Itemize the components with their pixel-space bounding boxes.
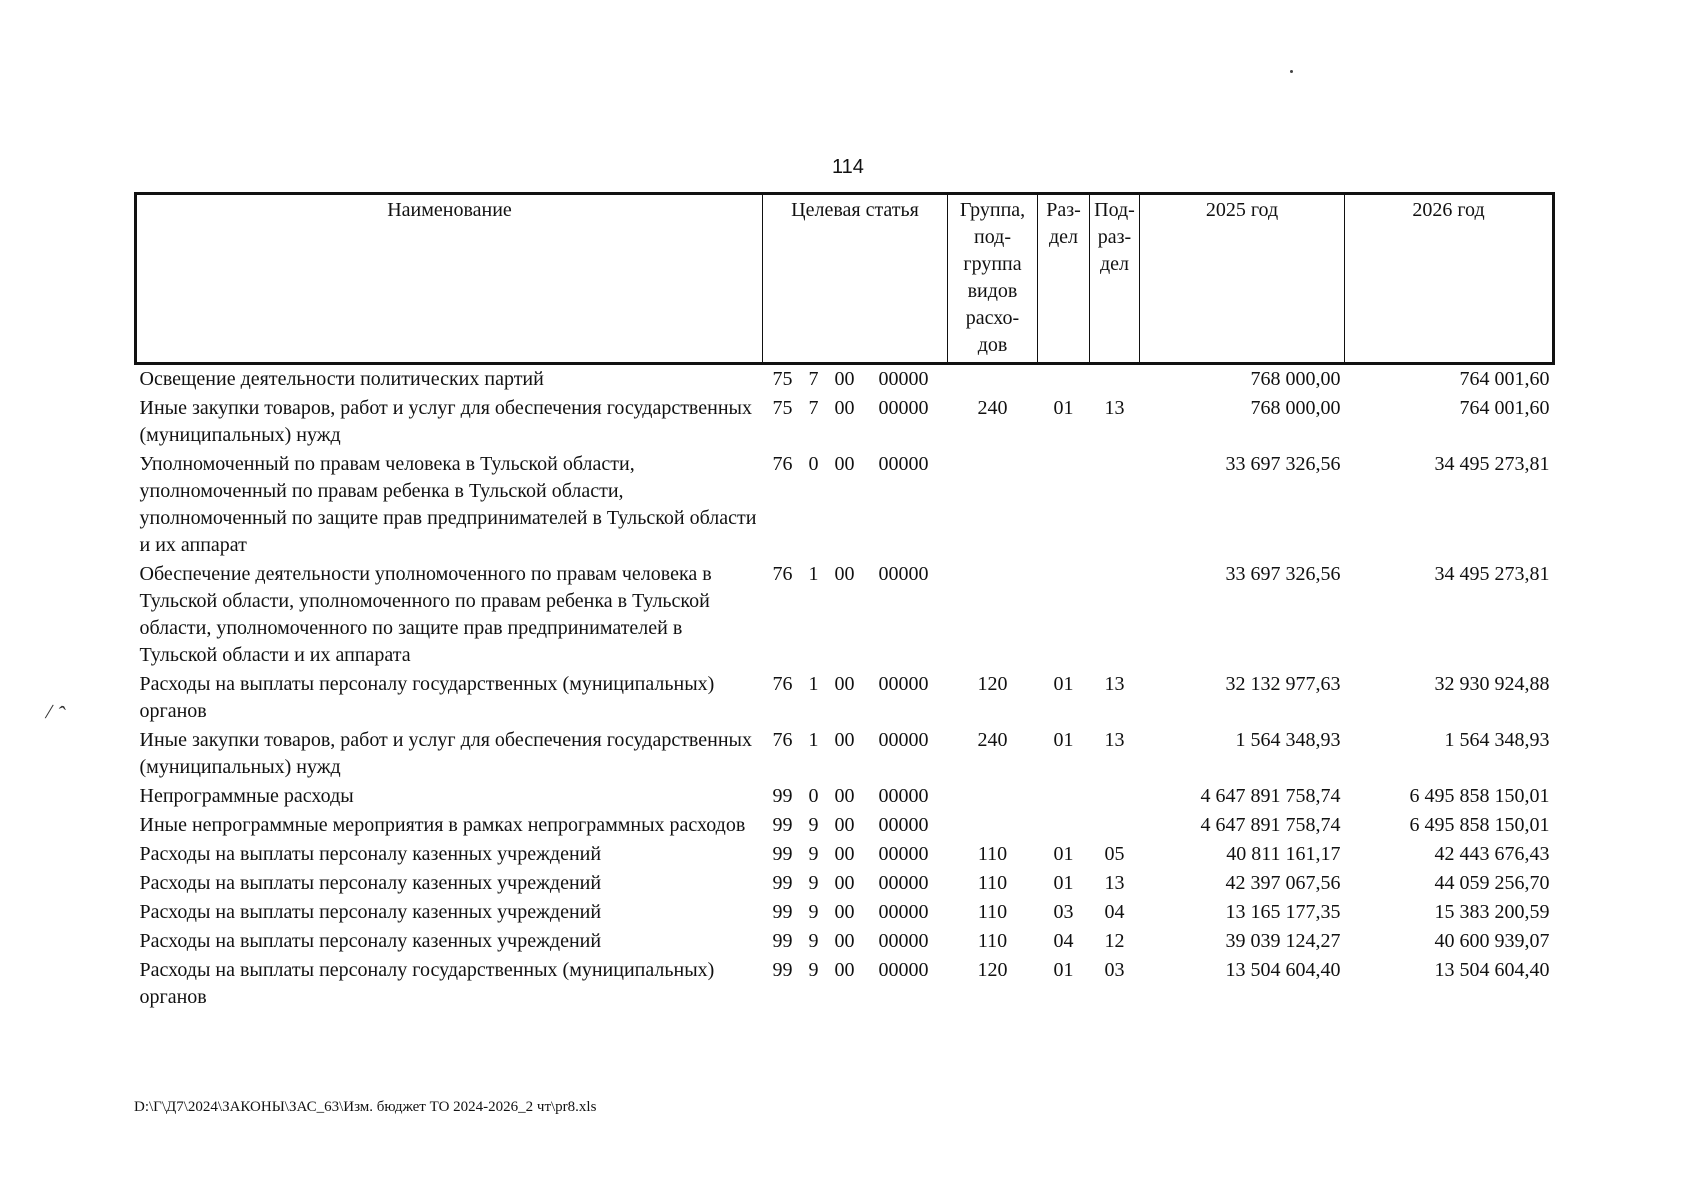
row-target-article <box>763 898 948 927</box>
row-amount-2026: 764 001,60 <box>1459 397 1550 419</box>
row-amount-2026: 15 383 200,59 <box>1434 901 1550 923</box>
row-amount-2026: 764 001,60 <box>1459 368 1550 390</box>
row-name: Освещение деятельности политических партий <box>139 368 544 390</box>
code-direction: 00000 <box>878 368 929 390</box>
code-subprogram: 9 <box>808 843 819 865</box>
row-amount-2026: 13 504 604,40 <box>1434 959 1550 981</box>
row-name: Расходы на выплаты персоналу казенных учреждений <box>139 872 602 894</box>
code-program: 76 <box>772 453 793 475</box>
row-subsection: 13 <box>1104 673 1125 695</box>
row-subsection: 13 <box>1104 729 1125 751</box>
code-direction: 00000 <box>878 959 929 981</box>
table-row <box>136 394 1554 450</box>
row-amount-2025: 13 165 177,35 <box>1225 901 1341 923</box>
row-target-article <box>763 869 948 898</box>
row-amount-2026: 42 443 676,43 <box>1434 843 1550 865</box>
table-row <box>136 450 1554 560</box>
header-section-line: Раз- <box>1046 199 1081 221</box>
row-amount-2025: 33 697 326,56 <box>1225 563 1341 585</box>
row-group <box>948 782 1038 811</box>
table-row <box>136 670 1554 726</box>
row-amount-2026: 6 495 858 150,01 <box>1409 785 1550 807</box>
code-program: 99 <box>772 843 793 865</box>
row-name: Уполномоченный по правам человека в Тульской области, уполномоченный по правам ребенка в Тульской области, уполномоченный по защите прав предпринимателей в Тульской области и их аппарат <box>139 453 757 556</box>
code-subprogram: 7 <box>808 397 819 419</box>
row-section <box>1038 560 1090 670</box>
code-program: 99 <box>772 785 793 807</box>
table-row <box>136 782 1554 811</box>
code-direction: 00000 <box>878 563 929 585</box>
table-row <box>136 869 1554 898</box>
code-program: 75 <box>772 368 793 390</box>
row-name: Непрограммные расходы <box>139 785 354 807</box>
row-group <box>948 450 1038 560</box>
code-direction: 00000 <box>878 843 929 865</box>
row-section: 01 <box>1053 673 1074 695</box>
code-main-event: 00 <box>834 673 855 695</box>
code-main-event: 00 <box>834 930 855 952</box>
row-amount-2025: 33 697 326,56 <box>1225 453 1341 475</box>
code-subprogram: 0 <box>808 453 819 475</box>
row-subsection: 13 <box>1104 397 1125 419</box>
row-target-article <box>763 394 948 450</box>
row-target-article <box>763 840 948 869</box>
row-target-article <box>763 364 948 395</box>
row-subsection <box>1090 811 1140 840</box>
header-group-line: группа <box>963 253 1022 275</box>
margin-handwritten-mark: / ˆ <box>43 698 68 727</box>
row-target-article <box>763 726 948 782</box>
row-name: Расходы на выплаты персоналу казенных учреждений <box>139 901 602 923</box>
code-subprogram: 1 <box>808 563 819 585</box>
row-group: 110 <box>977 901 1008 923</box>
header-subsection-line: Под- <box>1094 199 1135 221</box>
row-subsection: 04 <box>1104 901 1125 923</box>
row-name: Расходы на выплаты персоналу казенных учреждений <box>139 930 602 952</box>
row-amount-2025: 768 000,00 <box>1250 368 1341 390</box>
header-subsection-line: раз- <box>1097 226 1132 248</box>
code-main-event: 00 <box>834 785 855 807</box>
code-main-event: 00 <box>834 872 855 894</box>
code-main-event: 00 <box>834 901 855 923</box>
row-group <box>948 560 1038 670</box>
row-section: 01 <box>1053 729 1074 751</box>
row-group: 240 <box>977 397 1008 419</box>
row-name: Иные закупки товаров, работ и услуг для обеспечения государственных (муниципальных) нужд <box>139 729 752 778</box>
code-main-event: 00 <box>834 843 855 865</box>
row-amount-2026: 44 059 256,70 <box>1434 872 1550 894</box>
row-subsection <box>1090 782 1140 811</box>
code-direction: 00000 <box>878 814 929 836</box>
row-section: 04 <box>1053 930 1074 952</box>
row-target-article <box>763 560 948 670</box>
row-section <box>1038 450 1090 560</box>
header-target-article: Целевая статья <box>763 194 948 364</box>
row-section: 01 <box>1053 843 1074 865</box>
code-subprogram: 9 <box>808 930 819 952</box>
row-amount-2026: 1 564 348,93 <box>1444 729 1550 751</box>
row-amount-2025: 42 397 067,56 <box>1225 872 1341 894</box>
code-program: 99 <box>772 901 793 923</box>
code-direction: 00000 <box>878 453 929 475</box>
code-main-event: 00 <box>834 959 855 981</box>
code-program: 76 <box>772 729 793 751</box>
row-target-article <box>763 450 948 560</box>
row-name: Расходы на выплаты персоналу государственных (муниципальных) органов <box>139 673 715 722</box>
row-section: 03 <box>1053 901 1074 923</box>
code-subprogram: 9 <box>808 959 819 981</box>
row-amount-2026: 32 930 924,88 <box>1434 673 1550 695</box>
code-subprogram: 0 <box>808 785 819 807</box>
row-target-article <box>763 927 948 956</box>
row-group <box>948 364 1038 395</box>
header-subsection <box>1090 194 1140 364</box>
code-subprogram: 1 <box>808 673 819 695</box>
header-name: Наименование <box>136 194 763 364</box>
header-group-line: под- <box>974 226 1011 248</box>
header-subsection-line: дел <box>1099 253 1130 275</box>
code-program: 99 <box>772 872 793 894</box>
row-amount-2025: 768 000,00 <box>1250 397 1341 419</box>
row-amount-2025: 39 039 124,27 <box>1225 930 1341 952</box>
code-direction: 00000 <box>878 872 929 894</box>
header-group-line: Группа, <box>959 199 1026 221</box>
row-group: 240 <box>977 729 1008 751</box>
code-subprogram: 7 <box>808 368 819 390</box>
code-main-event: 00 <box>834 397 855 419</box>
row-target-article <box>763 956 948 1012</box>
table-row <box>136 840 1554 869</box>
code-program: 99 <box>772 814 793 836</box>
row-group: 120 <box>977 959 1008 981</box>
table-row <box>136 956 1554 1012</box>
row-name: Обеспечение деятельности уполномоченного по правам человека в Тульской области, уполномоченного по правам ребенка в Тульской области, уполномоченного по защите прав предпринимателей в Тульской области и их аппарата <box>139 563 712 666</box>
row-name: Иные непрограммные мероприятия в рамках непрограммных расходов <box>139 814 746 836</box>
code-program: 76 <box>772 673 793 695</box>
row-subsection: 03 <box>1104 959 1125 981</box>
code-main-event: 00 <box>834 368 855 390</box>
header-group <box>948 194 1038 364</box>
code-direction: 00000 <box>878 901 929 923</box>
row-group: 110 <box>977 930 1008 952</box>
code-subprogram: 9 <box>808 814 819 836</box>
row-section: 01 <box>1053 959 1074 981</box>
code-main-event: 00 <box>834 453 855 475</box>
row-amount-2026: 6 495 858 150,01 <box>1409 814 1550 836</box>
row-target-article <box>763 670 948 726</box>
table-row <box>136 811 1554 840</box>
code-main-event: 00 <box>834 563 855 585</box>
code-direction: 00000 <box>878 729 929 751</box>
header-group-line: расхо- <box>965 307 1020 329</box>
code-direction: 00000 <box>878 785 929 807</box>
row-name: Расходы на выплаты персоналу казенных учреждений <box>139 843 602 865</box>
row-target-article <box>763 782 948 811</box>
budget-table <box>134 192 1555 1012</box>
row-section <box>1038 782 1090 811</box>
header-year-2025: 2025 год <box>1140 194 1345 364</box>
header-section-line: дел <box>1048 226 1079 248</box>
table-header <box>136 194 1554 364</box>
code-program: 99 <box>772 930 793 952</box>
page-number: 114 <box>832 156 864 178</box>
code-program: 76 <box>772 563 793 585</box>
code-main-event: 00 <box>834 729 855 751</box>
table-row <box>136 927 1554 956</box>
header-group-line: видов <box>967 280 1018 302</box>
row-section: 01 <box>1053 397 1074 419</box>
row-subsection: 05 <box>1104 843 1125 865</box>
table-row <box>136 898 1554 927</box>
row-amount-2025: 4 647 891 758,74 <box>1200 814 1341 836</box>
row-amount-2026: 34 495 273,81 <box>1434 563 1550 585</box>
row-subsection <box>1090 560 1140 670</box>
footer-file-path: D:\Г\Д7\2024\ЗАКОНЫ\ЗАС_63\Изм. бюджет ТО 2024-2026_2 чт\pr8.xls <box>134 1099 597 1115</box>
code-program: 99 <box>772 959 793 981</box>
row-amount-2025: 1 564 348,93 <box>1235 729 1341 751</box>
code-subprogram: 1 <box>808 729 819 751</box>
header-year-2026: 2026 год <box>1345 194 1554 364</box>
row-section: 01 <box>1053 872 1074 894</box>
row-section <box>1038 811 1090 840</box>
row-target-article <box>763 811 948 840</box>
row-subsection: 13 <box>1104 872 1125 894</box>
row-amount-2025: 32 132 977,63 <box>1225 673 1341 695</box>
table-body <box>136 364 1554 1013</box>
table-row <box>136 364 1554 395</box>
table-row <box>136 560 1554 670</box>
code-program: 75 <box>772 397 793 419</box>
row-amount-2025: 13 504 604,40 <box>1225 959 1341 981</box>
row-amount-2025: 40 811 161,17 <box>1226 843 1341 865</box>
code-direction: 00000 <box>878 930 929 952</box>
row-amount-2026: 40 600 939,07 <box>1434 930 1550 952</box>
code-main-event: 00 <box>834 814 855 836</box>
row-name: Расходы на выплаты персоналу государственных (муниципальных) органов <box>139 959 715 1008</box>
row-group: 110 <box>977 843 1008 865</box>
row-section <box>1038 364 1090 395</box>
code-direction: 00000 <box>878 673 929 695</box>
scan-speck <box>1290 70 1293 73</box>
row-subsection <box>1090 364 1140 395</box>
row-group <box>948 811 1038 840</box>
row-group: 120 <box>977 673 1008 695</box>
code-subprogram: 9 <box>808 901 819 923</box>
row-name: Иные закупки товаров, работ и услуг для обеспечения государственных (муниципальных) нужд <box>139 397 752 446</box>
code-direction: 00000 <box>878 397 929 419</box>
row-group: 110 <box>977 872 1008 894</box>
row-subsection <box>1090 450 1140 560</box>
header-group-line: дов <box>977 334 1008 356</box>
code-subprogram: 9 <box>808 872 819 894</box>
header-section <box>1038 194 1090 364</box>
row-amount-2026: 34 495 273,81 <box>1434 453 1550 475</box>
table-row <box>136 726 1554 782</box>
row-amount-2025: 4 647 891 758,74 <box>1200 785 1341 807</box>
row-subsection: 12 <box>1104 930 1125 952</box>
